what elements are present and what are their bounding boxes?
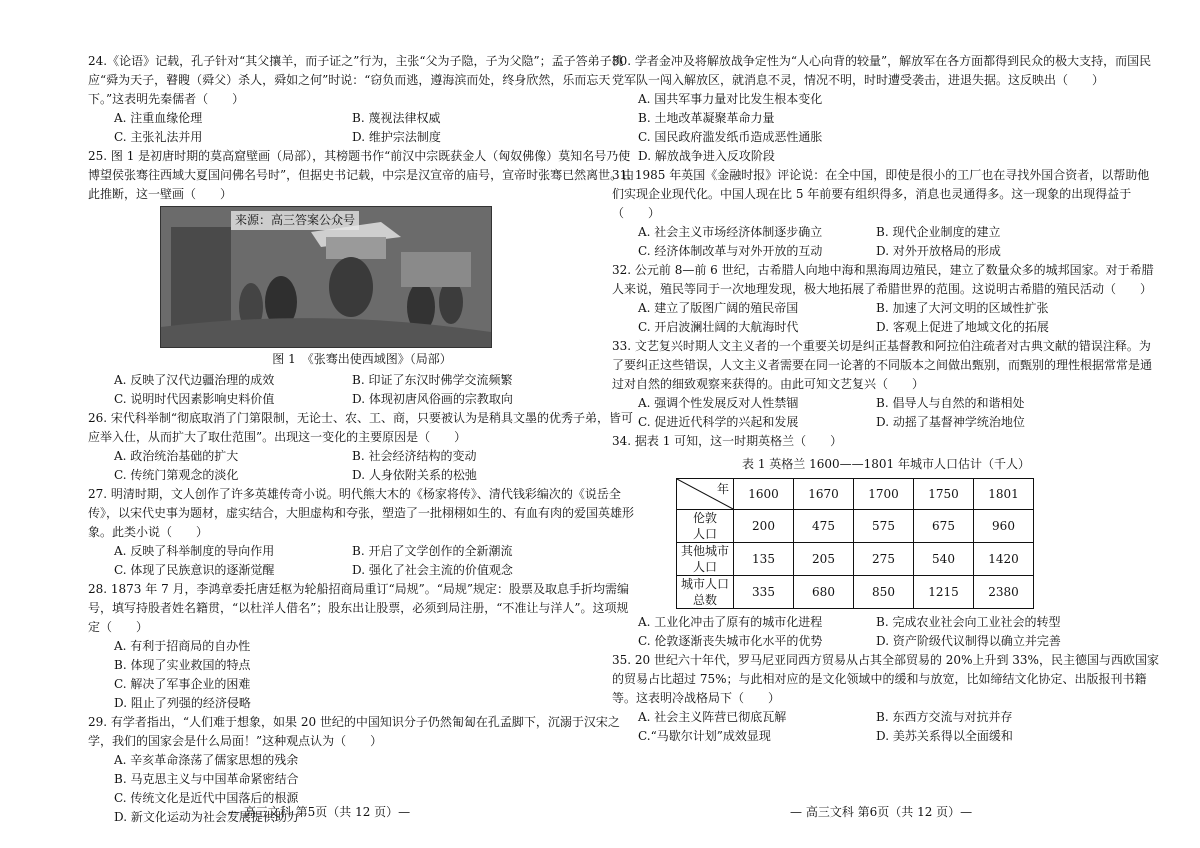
options — [114, 371, 636, 409]
option-d[interactable]: D. 维护宗法制度 — [352, 130, 441, 144]
option-c[interactable]: C. 开启波澜壮阔的大航海时代 — [638, 320, 799, 334]
table-header-row — [677, 479, 1034, 510]
question-stem: 35. 20 世纪六十年代，罗马尼亚同西方贸易从占其全部贸易的 20%上升到 33%，民主德国与西欧国家的贸易占比超过 75%；与此相对应的是文化领域中的缓和与放宽，比如缔结文化协定、出版报刊书籍等。这表明冷战格局下（ ） — [612, 653, 1159, 705]
option-c[interactable]: C. 解决了军事企业的困难 — [114, 677, 251, 691]
figure-caption: 图 1 《张骞出使西域图》（局部） — [272, 352, 452, 366]
option-b[interactable]: B. 倡导人与自然的和谐相处 — [876, 396, 1025, 410]
option-d[interactable]: D. 体现初唐风俗画的宗教取向 — [352, 392, 513, 406]
option-a[interactable]: A. 社会主义市场经济体制逐步确立 — [638, 225, 823, 239]
question-stem: 26. 宋代科举制“彻底取消了门第限制，无论士、农、工、商，只要被认为是稍具文墨的优秀子弟，皆可应举入仕，从而扩大了取仕范围”。出现这一变化的主要原因是（ ） — [88, 411, 634, 444]
option-b[interactable]: B. 加速了大河文明的区域性扩张 — [876, 301, 1049, 315]
option-d[interactable]: D. 强化了社会主流的价值观念 — [352, 563, 513, 577]
option-a[interactable]: A. 反映了科举制度的导向作用 — [114, 544, 275, 558]
question-32 — [612, 261, 1160, 337]
left-page — [88, 52, 636, 827]
option-b[interactable]: B. 现代企业制度的建立 — [876, 225, 1001, 239]
mural-figure — [160, 206, 492, 348]
question-stem: 32. 公元前 8—前 6 世纪，古希腊人向地中海和黑海周边殖民，建立了数量众多的城邦国家。对于希腊人来说，殖民等同于一次地理发现，极大地拓展了希腊世界的范围。这说明古希腊的殖民活动（ ） — [612, 263, 1154, 296]
option-c[interactable]: C. 促进近代科学的兴起和发展 — [638, 415, 799, 429]
table-cell: 1215 — [914, 576, 974, 609]
question-25 — [88, 147, 636, 409]
options — [638, 708, 1160, 746]
table-cell: 205 — [794, 543, 854, 576]
question-stem: 34. 据表 1 可知，这一时期英格兰（ ） — [612, 434, 843, 448]
corner-label: 年 — [716, 482, 729, 496]
year-header: 1801 — [974, 479, 1034, 510]
option-c[interactable]: C. 传统门第观念的淡化 — [114, 468, 239, 482]
option-c[interactable]: C. 主张礼法并用 — [114, 130, 203, 144]
question-stem: 29. 有学者指出，“人们难于想象，如果 20 世纪的中国知识分子仍然匍匐在孔孟脚下，沉溺于汉宋之学，我们的国家会是什么局面！”这种观点认为（ ） — [88, 715, 620, 748]
option-c[interactable]: C. 经济体制改革与对外开放的互动 — [638, 244, 823, 258]
table-cell: 135 — [734, 543, 794, 576]
option-b[interactable]: B. 印证了东汉时佛学交流频繁 — [352, 373, 513, 387]
option-a[interactable]: A. 国共军事力量对比发生根本变化 — [638, 92, 823, 106]
table-corner-cell — [677, 479, 734, 510]
table-cell: 200 — [734, 510, 794, 543]
options — [638, 299, 1160, 337]
page-footer-left: — 高三文科 第5页（共 12 页）— — [228, 805, 411, 819]
row-label: 其他城市 人口 — [677, 543, 734, 576]
table-row — [677, 510, 1034, 543]
table-cell: 575 — [854, 510, 914, 543]
question-stem: 24.《论语》记载，孔子针对“其父攘羊，而子证之”行为，主张“父为子隐，子为父隐”；孟子答弟子桃应“舜为天子，瞽瞍（舜父）杀人，舜如之何”时说：“窃负而逃，遵海滨而处，终身欣然，乐而忘天下。”这表明先秦儒者（ ） — [88, 54, 624, 106]
row-label: 伦敦 人口 — [677, 510, 734, 543]
page-footer-right: — 高三文科 第6页（共 12 页）— — [790, 805, 973, 819]
options — [114, 109, 636, 147]
question-stem: 30. 学者金冲及将解放战争定性为“人心向背的较量”，解放军在各方面都得到民众的极大支持，而国民党军队一闯入解放区，就消息不灵，情况不明，时时遭受袭击，进退失据。这反映出（ ） — [612, 54, 1152, 87]
option-a[interactable]: A. 有利于招商局的自办性 — [114, 639, 251, 653]
options — [638, 223, 1160, 261]
option-d[interactable]: D. 对外开放格局的形成 — [876, 244, 1001, 258]
option-a[interactable]: A. 注重血缘伦理 — [114, 111, 203, 125]
options — [114, 447, 636, 485]
options — [114, 637, 636, 713]
option-b[interactable]: B. 体现了实业救国的特点 — [114, 658, 251, 672]
table-cell: 850 — [854, 576, 914, 609]
question-stem: 25. 图 1 是初唐时期的莫高窟壁画（局部），其榜题书作“前汉中宗既获金人（匈奴佛像）莫知名号乃使博望侯张骞往西域大夏国问佛名号时”，但据史书记载，中宗是汉宣帝的庙号，宣帝时张骞已然离世。由此推断，这一壁画（ ） — [88, 149, 635, 201]
question-stem: 27. 明清时期，文人创作了许多英雄传奇小说。明代熊大木的《杨家将传》、清代钱彩编次的《说岳全传》，以宋代史事为题材，虚实结合，大胆虚构和夸张，塑造了一批栩栩如生的、有血有肉的爱国英雄形象。此类小说（ ） — [88, 487, 635, 539]
question-stem: 33. 文艺复兴时期人文主义者的一个重要关切是纠正基督教和阿拉伯注疏者对古典文献的错误注释。为了要纠正这些错误，人文主义者需要在同一论著的不同版本之间做出甄别，而甄别的理性根据常常是通过对自然的细致观察来获得的。由此可知文艺复兴（ ） — [612, 339, 1153, 391]
option-d[interactable]: D. 阻止了列强的经济侵略 — [114, 696, 251, 710]
option-c[interactable]: C. 体现了民族意识的逐渐觉醒 — [114, 563, 275, 577]
option-a[interactable]: A. 辛亥革命涤荡了儒家思想的残余 — [114, 753, 299, 767]
option-d[interactable]: D. 新文化运动为社会发展提供助力 — [114, 810, 299, 824]
option-d[interactable]: D. 美苏关系得以全面缓和 — [876, 729, 1013, 743]
table-cell: 475 — [794, 510, 854, 543]
option-a[interactable]: A. 建立了版图广阔的殖民帝国 — [638, 301, 799, 315]
question-stem: 28. 1873 年 7 月，李鸿章委托唐廷枢为轮船招商局重订“局规”。“局规”规定：股票及取息手折均需编号，填写持股者姓名籍贯，“以杜洋人借名”；股东出让股票，必须到局注册，“不准让与洋人”。这项规定（ ） — [88, 582, 630, 634]
option-a[interactable]: A. 工业化冲击了原有的城市化进程 — [638, 615, 823, 629]
option-b[interactable]: B. 蔑视法律权威 — [352, 111, 441, 125]
table-row — [677, 576, 1034, 609]
table-cell: 335 — [734, 576, 794, 609]
option-d[interactable]: D. 动摇了基督神学统治地位 — [876, 415, 1025, 429]
option-c[interactable]: C. 说明时代因素影响史料价值 — [114, 392, 275, 406]
row-label: 城市人口 总数 — [677, 576, 734, 609]
option-b[interactable]: B. 完成农业社会向工业社会的转型 — [876, 615, 1061, 629]
year-header: 1750 — [914, 479, 974, 510]
option-b[interactable]: B. 社会经济结构的变动 — [352, 449, 477, 463]
question-30 — [612, 52, 1160, 166]
year-header: 1700 — [854, 479, 914, 510]
option-c[interactable]: C. 传统文化是近代中国落后的根源 — [114, 791, 299, 805]
options — [638, 613, 1160, 651]
question-26 — [88, 409, 636, 485]
option-a[interactable]: A. 政治统治基础的扩大 — [114, 449, 239, 463]
options — [638, 394, 1160, 432]
table-cell: 960 — [974, 510, 1034, 543]
option-c[interactable]: C. 伦敦逐渐丧失城市化水平的优势 — [638, 634, 823, 648]
options — [114, 542, 636, 580]
option-d[interactable]: D. 资产阶级代议制得以确立并完善 — [876, 634, 1061, 648]
right-page — [612, 52, 1160, 746]
question-34 — [612, 432, 1160, 651]
table-cell: 275 — [854, 543, 914, 576]
year-header: 1670 — [794, 479, 854, 510]
option-d[interactable]: D. 解放战争进入反攻阶段 — [638, 149, 775, 163]
table-row — [677, 543, 1034, 576]
question-35 — [612, 651, 1160, 746]
option-b[interactable]: B. 马克思主义与中国革命紧密结合 — [114, 772, 299, 786]
option-c[interactable]: C. 国民政府滥发纸币造成恶性通胀 — [638, 130, 823, 144]
option-b[interactable]: B. 土地改革凝聚革命力量 — [638, 111, 775, 125]
option-a[interactable]: A. 社会主义阵营已彻底瓦解 — [638, 710, 787, 724]
year-header: 1600 — [734, 479, 794, 510]
option-d[interactable]: D. 客观上促进了地域文化的拓展 — [876, 320, 1049, 334]
option-d[interactable]: D. 人身依附关系的松弛 — [352, 468, 477, 482]
option-c[interactable]: C.“马歇尔计划”成效显现 — [638, 729, 771, 743]
question-27 — [88, 485, 636, 580]
question-31 — [612, 166, 1160, 261]
table-cell: 680 — [794, 576, 854, 609]
table-cell: 675 — [914, 510, 974, 543]
question-24 — [88, 52, 636, 147]
population-table — [676, 478, 1034, 609]
table-cell: 2380 — [974, 576, 1034, 609]
table-caption: 表 1 英格兰 1600——1801 年城市人口估计（千人） — [742, 457, 1030, 471]
option-b[interactable]: B. 东西方交流与对抗并存 — [876, 710, 1013, 724]
options — [638, 90, 1160, 166]
question-33 — [612, 337, 1160, 432]
table-cell: 1420 — [974, 543, 1034, 576]
question-28 — [88, 580, 636, 713]
option-a[interactable]: A. 强调个性发展反对人性禁锢 — [638, 396, 799, 410]
option-a[interactable]: A. 反映了汉代边疆治理的成效 — [114, 373, 275, 387]
question-stem: 31. 1985 年英国《金融时报》评论说：在全中国，即使是很小的工厂也在寻找外国合资者，以帮助他们实现企业现代化。中国人现在比 5 年前要有组织得多，消息也灵通得多。这一现象的出现得益于（ ） — [612, 168, 1150, 220]
table-cell: 540 — [914, 543, 974, 576]
option-b[interactable]: B. 开启了文学创作的全新潮流 — [352, 544, 513, 558]
figure-source: 来源：高三答案公众号 — [231, 211, 359, 230]
